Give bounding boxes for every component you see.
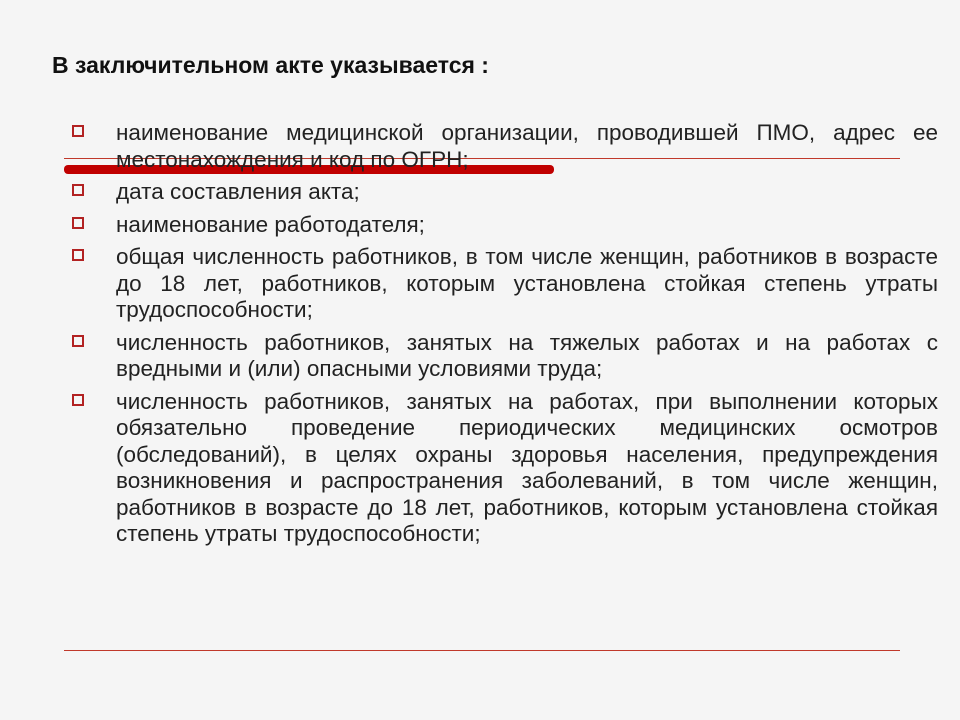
list-item-text: дата составления акта; [116, 179, 360, 204]
square-bullet-icon [72, 184, 84, 196]
list-item [72, 330, 938, 383]
page-title: В заключительном акте указывается : [52, 52, 489, 78]
bottom-divider [64, 650, 900, 651]
list-item [72, 389, 938, 548]
list-item [72, 212, 938, 239]
square-bullet-icon [72, 335, 84, 347]
list-item-text: наименование медицинской организации, проводившей ПМО, адрес ее местонахождения и код по ОГРН; [116, 120, 938, 172]
list-item-text: численность работников, занятых на тяжелых работах и на работах с вредными и (или) опасными условиями труда; [116, 329, 938, 381]
square-bullet-icon [72, 125, 84, 137]
list-item [72, 120, 938, 173]
list-item-text: общая численность работников, в том числе женщин, работников в возрасте до 18 лет, работников, которым установлена стойкая степень утраты трудоспособности; [116, 244, 938, 322]
square-bullet-icon [72, 394, 84, 406]
list-item-text: наименование работодателя; [116, 211, 425, 237]
list-item [72, 244, 938, 324]
square-bullet-icon [72, 217, 84, 229]
bullet-list [72, 120, 938, 554]
square-bullet-icon [72, 249, 84, 261]
list-item-text: численность работников, занятых на работах, при выполнении которых обязательно проведение периодических медицинских осмотров (обследований), в целях охраны здоровья населения, предупреждения возникновения и распространения заболеваний, в том числе женщин, работников в возрасте до 18 лет, работников, которым установлена стойкая степень утраты трудоспособности; [116, 388, 938, 546]
list-item [72, 179, 938, 206]
